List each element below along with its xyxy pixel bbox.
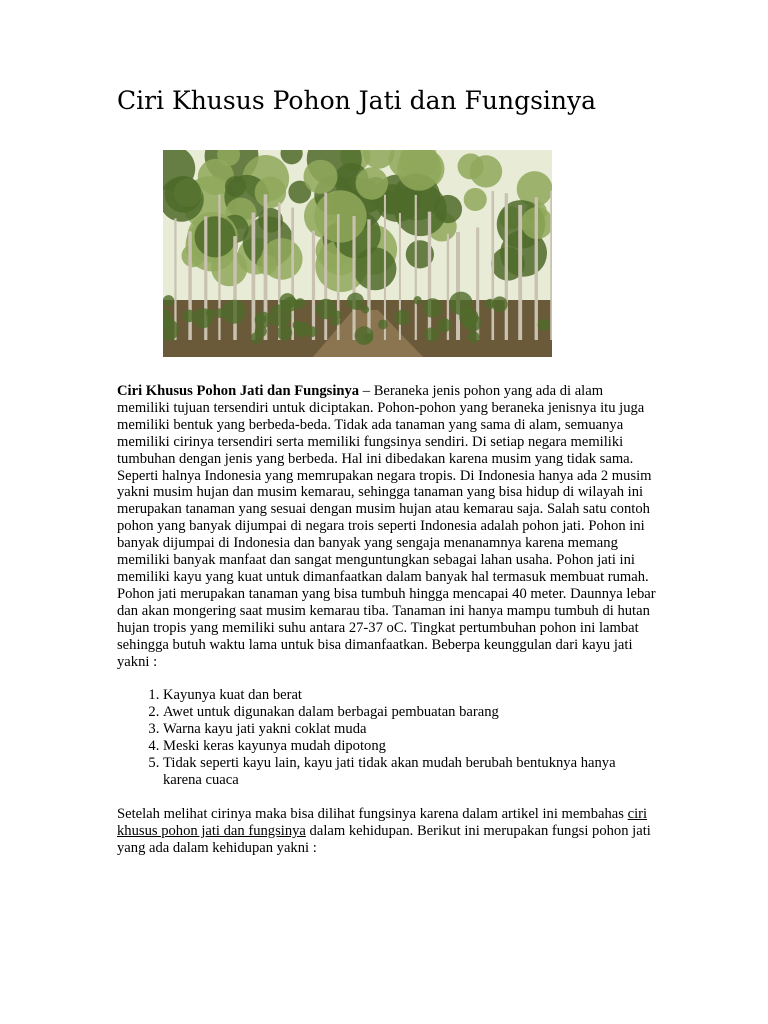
- article-title: Ciri Khusus Pohon Jati dan Fungsinya: [117, 86, 597, 115]
- outro-text-before: Setelah melihat cirinya maka bisa dilihat fungsinya karena dalam artikel ini membahas: [117, 805, 628, 822]
- teak-plantation-photo: [163, 150, 552, 357]
- list-item: 3. Warna kayu jati yakni coklat muda: [163, 721, 657, 738]
- list-item: 2. Awet untuk digunakan dalam berbagai pembuatan barang: [163, 704, 657, 721]
- intro-text: – Beraneka jenis pohon yang ada di alam memiliki tujuan tersendiri untuk diciptakan. Pohon-pohon yang beraneka jenisnya itu juga memiliki bentuk yang berbeda-beda. Tidak ada tanaman yang sama di alam, semuanya memiliki cirinya tersendiri serta memiliki fungsinya sendiri. Di setiap negara memiliki tumbuhan dengan jenis yang berbeda. Hal ini dibedakan karena musim yang tidak sama. Seperti halnya Indonesia yang memrupakan negara tropis. Di Indonesia hanya ada 2 musim yakni musim hujan dan musim kemarau, sehingga tanaman yang bisa hidup di wilayah ini merupakan tanaman yang sesuai dengan musim hujan atau kemarau saja. Salah satu contoh pohon yang banyak dijumpai di negara trois seperti Indonesia adalah pohon jati. Pohon ini banyak dijumpai di Indonesia dan banyak yang sengaja menanamnya karena memang memiliki banyak manfaat dan sangat menguntungkan sebagai lahan usaha. Pohon jati ini memiliki kayu yang kuat untuk dimanfaatkan dalam banyak hal termasuk membuat rumah. Pohon jati merupakan tanaman yang bisa tumbuh hingga mencapai 40 meter. Daunnya lebar dan akan mongering saat musim kemarau tiba. Tanaman ini hanya mampu tumbuh di hutan hujan tropis yang memiliki suhu antara 27-37 oC. Tingkat pertumbuhan pohon ini lambat sehingga butuh waktu lama untuk bisa dimanfaatkan. Beberpa keunggulan dari kayu jati yakni :: [117, 383, 656, 670]
- list-item: 5. Tidak seperti kayu lain, kayu jati tidak akan mudah berubah bentuknya hanya karena cuaca: [163, 755, 657, 789]
- outro-paragraph: [117, 806, 657, 857]
- advantages-list: [117, 687, 657, 788]
- article-link[interactable]: ciri khusus pohon jati dan fungsinya: [117, 805, 648, 839]
- article: [117, 86, 657, 857]
- intro-bold-lead: Ciri Khusus Pohon Jati dan Fungsinya: [117, 383, 360, 399]
- outro-text-after: dalam kehidupan. Berikut ini merupakan fungsi pohon jati yang ada dalam kehidupan yakni :: [117, 822, 651, 856]
- teak-plantation-illustration: [163, 150, 552, 357]
- intro-paragraph: [117, 383, 657, 670]
- list-item: 4. Meski keras kayunya mudah dipotong: [163, 738, 657, 755]
- list-item: 1. Kayunya kuat dan berat: [163, 687, 657, 704]
